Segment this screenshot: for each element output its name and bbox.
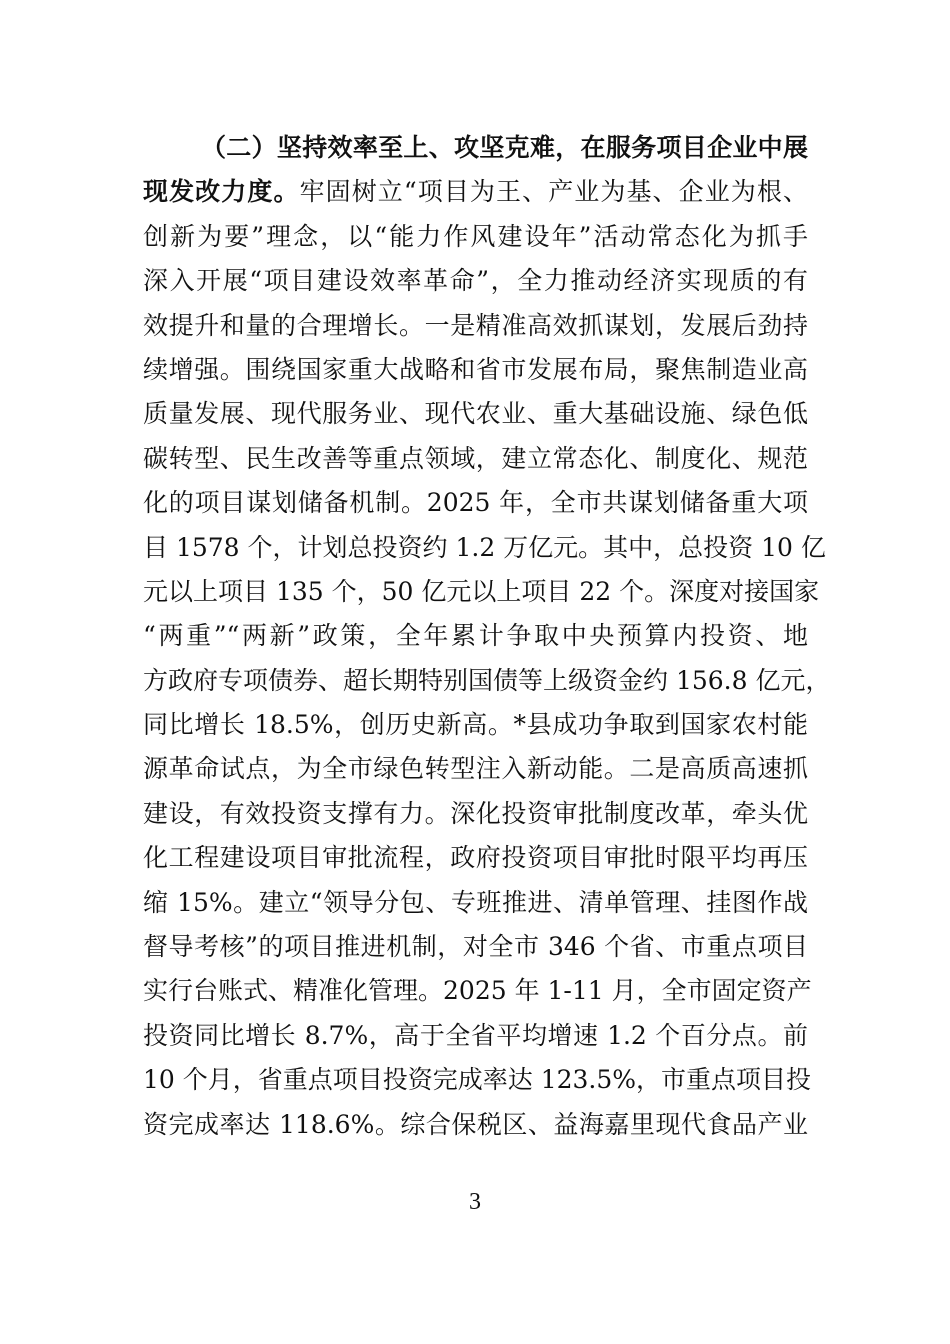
text-line: 质量发展、现代服务业、现代农业、重大基础设施、绿色低 (143, 399, 808, 429)
text-line: 续增强。围绕国家重大战略和省市发展布局，聚焦制造业高 (143, 354, 808, 384)
text-line: 缩 15%。建立“领导分包、专班推进、清单管理、挂图作战 (143, 887, 808, 917)
text-line: “两重”“两新”政策，全年累计争取中央预算内投资、地 (143, 621, 808, 651)
text-line: 深入开展“项目建设效率革命”，全力推动经济实现质的有 (143, 266, 808, 296)
text-line: 督导考核”的项目推进机制，对全市 346 个省、市重点项目 (143, 932, 808, 962)
text-line: 创新为要”理念，以“能力作风建设年”活动常态化为抓手 (143, 221, 808, 251)
text-line: 源革命试点，为全市绿色转型注入新动能。二是高质高速抓 (143, 754, 808, 784)
text-line: 实行台账式、精准化管理。2025 年 1-11 月，全市固定资产 (143, 976, 812, 1006)
text-line: 投资同比增长 8.7%，高于全省平均增速 1.2 个百分点。前 (143, 1020, 808, 1050)
text-line: 元以上项目 135 个，50 亿元以上项目 22 个。深度对接国家 (143, 576, 820, 606)
text-line: 碳转型、民生改善等重点领域，建立常态化、制度化、规范 (143, 443, 808, 473)
page-number: 3 (469, 1189, 481, 1215)
body-text (143, 126, 831, 1191)
text-line: 资完成率达 118.6%。综合保税区、益海嘉里现代食品产业 (143, 1109, 808, 1139)
text-line: 方政府专项债券、超长期特别国债等上级资金约 156.8 亿元， (143, 665, 831, 695)
text-line-part: 牢固树立“项目为王、产业为基、企业为根、 (299, 177, 808, 207)
text-line (143, 1147, 808, 1191)
text-line: 建设，有效投资支撑有力。深化投资审批制度改革，牵头优 (143, 798, 808, 828)
text-line: 10 个月，省重点项目投资完成率达 123.5%，市重点项目投 (143, 1065, 812, 1095)
text-line: 同比增长 18.5%，创历史新高。*县成功争取到国家农村能 (143, 710, 808, 740)
text-line (143, 170, 808, 214)
heading-line: （二）坚持效率至上、攻坚克难，在服务项目企业中展 (201, 133, 808, 162)
heading-line-end: 现发改力度。 (143, 177, 300, 207)
text-line: 化的项目谋划储备机制。2025 年，全市共谋划储备重大项 (143, 488, 808, 518)
text-line: 化工程建设项目审批流程，政府投资项目审批时限平均再压 (143, 843, 808, 873)
text-line: 目 1578 个，计划总投资约 1.2 万亿元。其中，总投资 10 亿 (143, 532, 826, 562)
text-line: 效提升和量的合理增长。一是精准高效抓谋划，发展后劲持 (143, 310, 808, 340)
